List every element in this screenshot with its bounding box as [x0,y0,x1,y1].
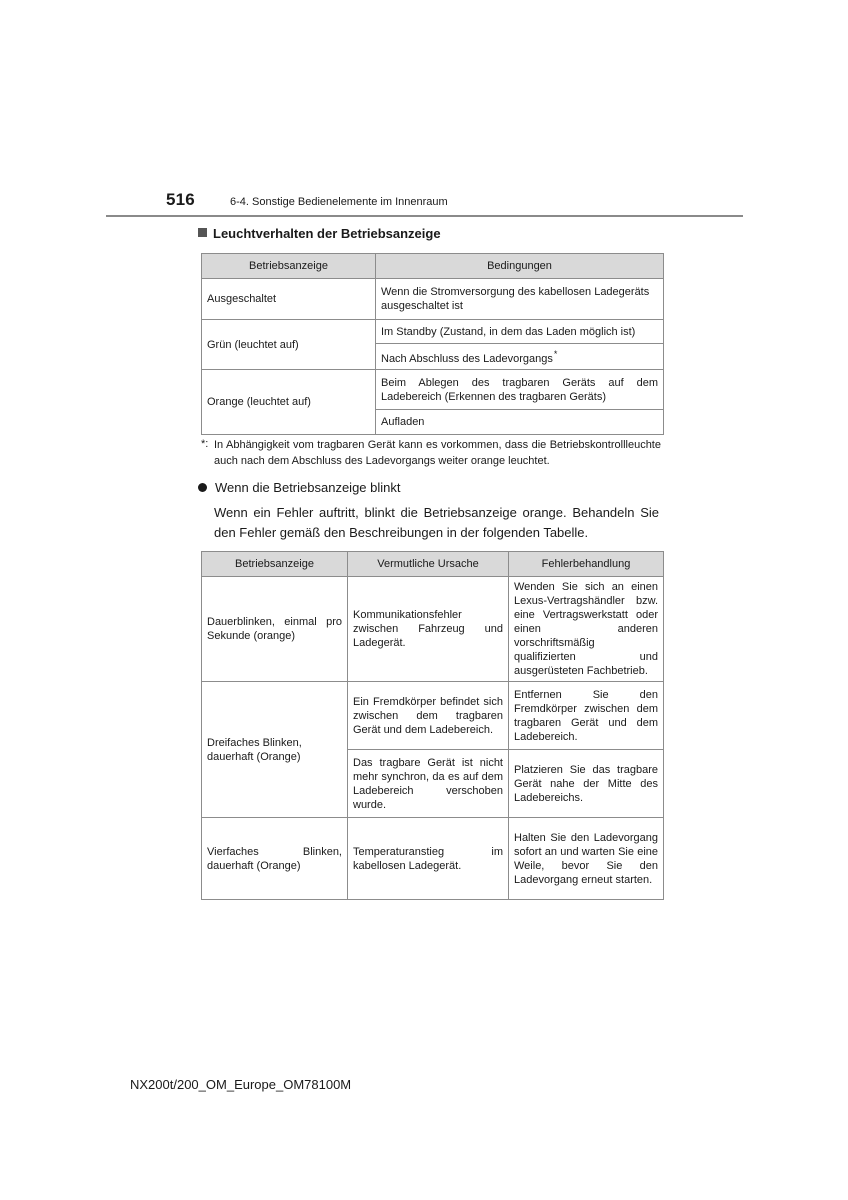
indicator-cell: Grün (leuchtet auf) [202,320,376,370]
cause-cell: Kommunikationsfehler zwischen Fahrzeug und Ladegerät. [348,577,509,682]
table-header-row [202,552,664,577]
document-code: NX200t/200_OM_Europe_OM78100M [130,1077,352,1092]
column-header: Vermutliche Ursache [348,552,509,577]
indicator-cell: Dreifaches Blinken, dauerhaft (Orange) [202,682,348,818]
condition-cell: Aufladen [376,410,664,435]
section-heading-text: Wenn die Betriebsanzeige blinkt [215,480,401,495]
indicator-cell: Ausgeschaltet [202,279,376,320]
header-rule [106,215,743,217]
condition-text: Nach Abschluss des Ladevorgangs [381,353,553,365]
column-header: Betriebsanzeige [202,552,348,577]
column-header: Fehlerbehandlung [509,552,664,577]
indicator-cell: Orange (leuchtet auf) [202,370,376,435]
table-header-row [202,254,664,279]
footnote-mark: *: [201,438,209,450]
table-row [202,818,664,900]
remedy-cell: Platzieren Sie das tragbare Gerät nahe der Mitte des Ladebereichs. [509,750,664,818]
condition-cell: Wenn die Stromversorgung des kabellosen Ladegeräts ausgeschaltet ist [376,279,664,320]
condition-cell: Beim Ablegen des tragbaren Geräts auf dem Ladebereich (Erkennen des tragbaren Geräts) [376,370,664,410]
footnote-text: In Abhängigkeit vom tragbaren Gerät kann es vorkommen, dass die Betriebskontrollleuchte auch nach dem Abschluss des Ladevorgangs weiter orange leuchtet. [214,439,661,467]
footnote [201,437,661,469]
body-paragraph: Wenn ein Fehler auftritt, blinkt die Betriebsanzeige orange. Behandeln Sie den Fehler gemäß den Beschreibungen in der folgenden Tabelle. [214,505,659,540]
column-header: Betriebsanzeige [202,254,376,279]
section-heading-leuchtverhalten [198,226,441,241]
section-title: 6-4. Sonstige Bedienelemente im Innenraum [230,196,448,208]
round-bullet-icon [198,483,207,492]
section-heading-blinkt [198,480,401,495]
indicator-cell: Vierfaches Blinken, dauerhaft (Orange) [202,818,348,900]
footnote-asterisk: * [553,349,558,359]
table-row [202,577,664,682]
cause-cell: Temperaturanstieg im kabellosen Ladegerät. [348,818,509,900]
table-row [202,682,664,750]
table-row [202,320,664,344]
indicator-cell: Dauerblinken, einmal pro Sekunde (orange) [202,577,348,682]
condition-cell [376,344,664,370]
page-number: 516 [166,190,195,209]
error-handling-table [201,551,664,900]
table-row [202,279,664,320]
condition-cell: Im Standby (Zustand, in dem das Laden möglich ist) [376,320,664,344]
remedy-cell: Halten Sie den Ladevorgang sofort an und warten Sie eine Weile, bevor Sie den Ladevorgang erneut starten. [509,818,664,900]
remedy-cell: Wenden Sie sich an einen Lexus-Vertragshändler bzw. eine Vertragswerkstatt oder einen anderen vorschriftsmäßig qualifizierten und ausgerüsteten Fachbetrieb. [509,577,664,682]
table-row [202,370,664,410]
cause-cell: Ein Fremdkörper befindet sich zwischen dem tragbaren Gerät und dem Ladebereich. [348,682,509,750]
remedy-cell: Entfernen Sie den Fremdkörper zwischen dem tragbaren Gerät und dem Ladebereich. [509,682,664,750]
square-bullet-icon [198,228,207,237]
column-header: Bedingungen [376,254,664,279]
cause-cell: Das tragbare Gerät ist nicht mehr synchron, da es auf dem Ladebereich verschoben wurde. [348,750,509,818]
indicator-behavior-table [201,253,664,435]
section-heading-text: Leuchtverhalten der Betriebsanzeige [213,226,441,241]
